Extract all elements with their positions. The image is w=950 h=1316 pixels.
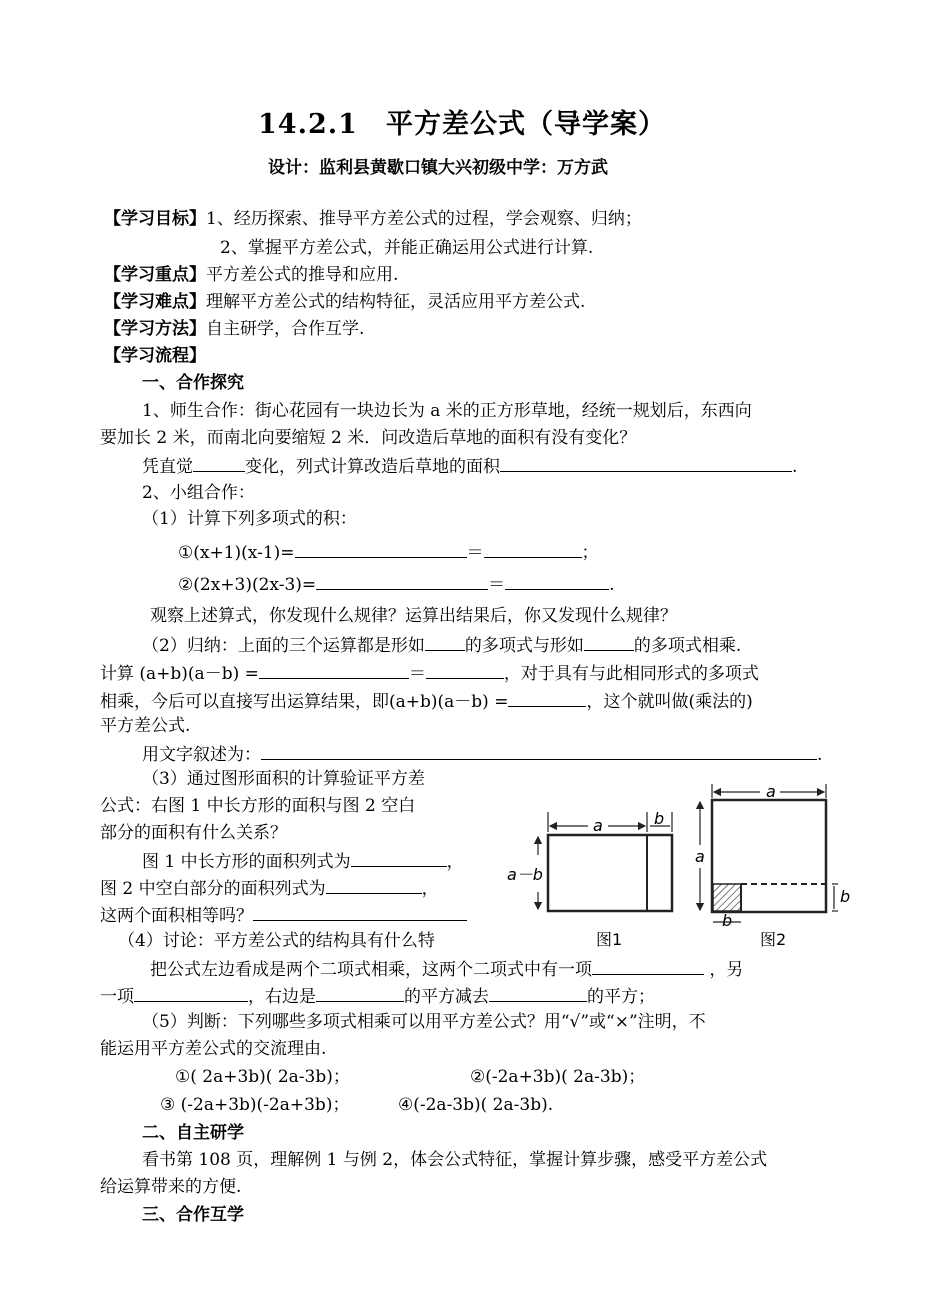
discuss-2b: ，另 xyxy=(709,960,744,980)
fig2-label-b-right: b xyxy=(840,887,851,906)
key-text: 平方差公式的推导和应用. xyxy=(206,265,399,285)
expr-1: ①(x+1)(x-1)= ＝ ； xyxy=(178,540,599,564)
difficulty-text: 理解平方差公式的结构特征，灵活应用平方差公式. xyxy=(206,292,586,312)
induct-1a: （2）归纳：上面的三个运算都是形如 xyxy=(142,636,425,656)
expr-2: ②(2x+3)(2x-3)= ＝ . xyxy=(178,572,615,596)
verify-4-text: 图 1 中长方形的面积列式为 xyxy=(142,852,351,872)
fig1-label-amb: a－b xyxy=(507,865,543,884)
judge-item-1: ①( 2a+3b)( 2a-3b)； xyxy=(175,1067,350,1087)
discuss-line-1: （4）讨论：平方差公式的结构具有什么特 xyxy=(118,931,435,951)
verify-line-3: 部分的面积有什么关系？ xyxy=(100,823,287,843)
difficulty-label: 【学习难点】 xyxy=(104,292,206,312)
figure-2 xyxy=(695,782,850,949)
goals-label: 【学习目标】 xyxy=(104,209,206,229)
verify-5-text: 图 2 中空白部分的面积列式为 xyxy=(100,879,326,899)
induct-1c: 的多项式相乘. xyxy=(633,636,742,656)
words-label: 用文字叙述为： xyxy=(142,745,261,765)
induct-2a: 计算 (a+b)(a－b) = xyxy=(100,664,259,684)
area-text: 变化，列式计算改造后草地的面积 xyxy=(245,457,500,477)
discuss-3c: 的平方减去 xyxy=(404,987,489,1007)
verify-line-4: 图 1 中长方形的面积列式为 ， xyxy=(142,849,464,873)
judge-item-4: ④(-2a-3b)( 2a-3b). xyxy=(398,1095,554,1115)
observe-line: 观察上述算式，你发现什么规律？运算出结果后，你又发现什么规律？ xyxy=(150,606,677,626)
induct-3b: ，这个就叫做(乘法的) xyxy=(586,692,753,712)
page-title: 14.2.1 平方差公式（导学案） xyxy=(258,109,666,140)
flow-label: 【学习流程】 xyxy=(104,346,206,366)
method-label: 【学习方法】 xyxy=(104,319,206,339)
section2-line-2: 给运算带来的方便. xyxy=(100,1177,242,1197)
fig1-rectangle xyxy=(548,835,672,911)
fig1-caption: 图1 xyxy=(596,930,623,949)
induct-2b: ，对于具有与此相同形式的多项式 xyxy=(503,664,759,684)
calc-label: （1）计算下列多项式的积： xyxy=(142,509,357,529)
fig2-label-b-bottom: b xyxy=(722,911,733,930)
figure-1 xyxy=(507,809,672,949)
expr-2-text: ②(2x+3)(2x-3)= xyxy=(178,575,317,595)
induct-line-4: 平方差公式. xyxy=(100,716,191,736)
section2-heading: 二、自主研学 xyxy=(142,1123,244,1143)
verify-line-1: （3）通过图形面积的计算验证平方差 xyxy=(142,769,425,789)
goal-2: 2、掌握平方差公式，并能正确运用公式进行计算. xyxy=(220,238,594,258)
group-label: 2、小组合作： xyxy=(142,483,255,503)
designer-line: 设计：监利县黄歇口镇大兴初级中学：万方武 xyxy=(268,158,608,178)
fig2-label-a-top: a xyxy=(766,782,776,801)
judge-line-1: （5）判断：下列哪些多项式相乘可以用平方差公式？用“√”或“×”注明，不 xyxy=(142,1012,706,1032)
method-text: 自主研学，合作互学. xyxy=(206,319,365,339)
verify-line-5: 图 2 中空白部分的面积列式为 ， xyxy=(100,876,439,900)
verify-line-2: 公式：右图 1 中长方形的面积与图 2 空白 xyxy=(100,796,416,816)
section3-heading: 三、合作互学 xyxy=(142,1205,244,1225)
fig1-label-b: b xyxy=(654,809,665,828)
induct-3a: 相乘，今后可以直接写出运算结果，即(a+b)(a－b) = xyxy=(100,692,509,712)
discuss-3a: 一项 xyxy=(100,987,134,1007)
discuss-3b: ，右边是 xyxy=(248,987,316,1007)
intuition-text: 凭直觉 xyxy=(142,457,193,477)
verify-6-text: 这两个面积相等吗？ xyxy=(100,906,253,926)
induct-line-2: 计算 (a+b)(a－b) = ＝ ，对于具有与此相同形式的多项式 xyxy=(100,661,759,685)
fig1-label-a: a xyxy=(593,816,603,835)
judge-item-3: ③ (-2a+3b)(-2a+3b)； xyxy=(160,1095,350,1115)
fig2-label-a-left: a xyxy=(695,847,705,866)
problem-line-1: 1、师生合作：街心花园有一块边长为 a 米的正方形草地，经统一规划后，东西向 xyxy=(142,401,752,421)
induct-1b: 的多项式与形如 xyxy=(464,636,584,656)
discuss-2a: 把公式左边看成是两个二项式相乘，这两个二项式中有一项 xyxy=(150,960,592,980)
expr-1-text: ①(x+1)(x-1)= xyxy=(178,543,295,563)
judge-item-2: ②(-2a+3b)( 2a-3b)； xyxy=(470,1067,646,1087)
fig2-hatched-square xyxy=(713,884,741,911)
section1-heading: 一、合作探究 xyxy=(142,373,244,393)
problem-line-2: 要加长 2 米，而南北向要缩短 2 米．问改造后草地的面积有没有变化？ xyxy=(100,428,637,448)
judge-line-2: 能运用平方差公式的交流理由. xyxy=(100,1039,327,1059)
goal-1: 1、经历探索、推导平方差公式的过程，学会观察、归纳； xyxy=(206,209,642,229)
discuss-3d: 的平方； xyxy=(587,987,655,1007)
section2-line-1: 看书第 108 页，理解例 1 与例 2，体会公式特征，掌握计算步骤，感受平方差公式 xyxy=(142,1150,768,1170)
intuition-row: 凭直觉 变化，列式计算改造后草地的面积 . xyxy=(142,454,797,478)
fig2-caption: 图2 xyxy=(760,930,787,949)
words-row: 用文字叙述为： . xyxy=(142,742,822,766)
key-label: 【学习重点】 xyxy=(104,265,206,285)
